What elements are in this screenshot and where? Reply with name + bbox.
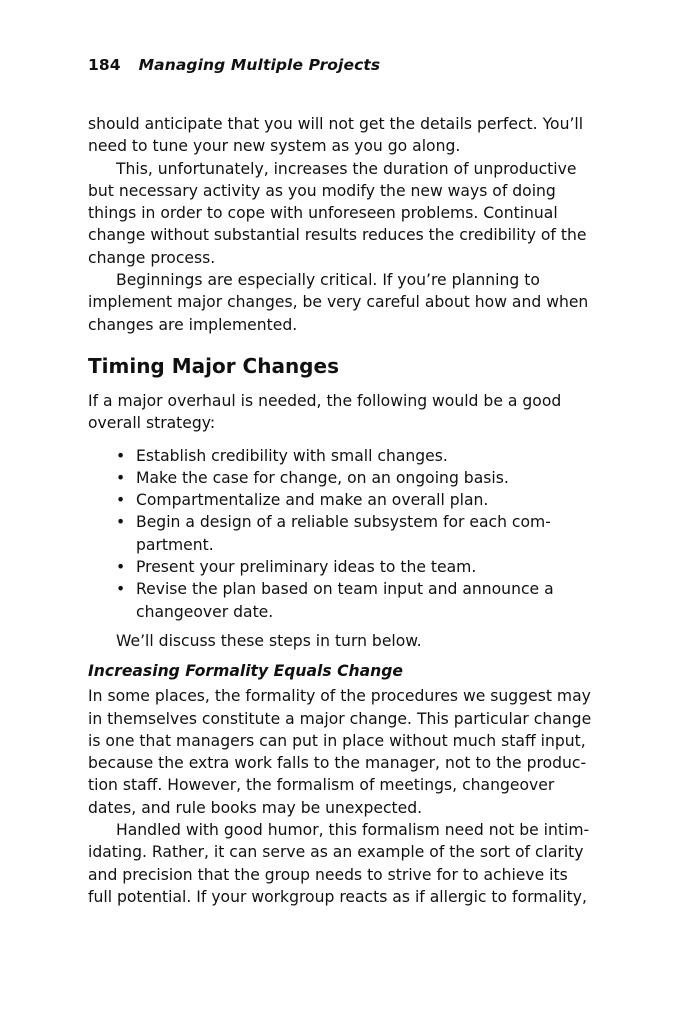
running-header [88,56,380,74]
paragraph-good-humor [88,819,596,908]
text-line: and precision that the group needs to strive for to achieve its [88,865,568,884]
text-line: Establish credibility with small changes. [136,446,448,465]
list-item [116,467,596,489]
text-line: full potential. If your workgroup reacts as if allergic to formality, [88,887,587,906]
body-text [88,113,596,908]
text-line: need to tune your new system as you go along. [88,137,461,156]
text-line: change without substantial results reduces the credibility of the [88,226,587,245]
strategy-list [116,445,596,623]
text-line: partment. [136,535,214,554]
text-line: Handled with good humor, this formalism need not be intim- [116,821,590,840]
bullet-icon: • [116,580,126,599]
list-item [116,556,596,578]
text-line: Beginnings are especially critical. If you’re planning to [116,271,540,290]
text-line: Begin a design of a reliable subsystem for each com- [136,513,551,532]
text-line: This, unfortunately, increases the duration of unproductive [116,159,577,178]
text-line: should anticipate that you will not get the details perfect. You’ll [88,115,584,133]
text-line: tion staff. However, the formalism of meetings, changeover [88,776,555,795]
paragraph-beginnings [88,269,596,336]
section-heading-timing: Timing Major Changes [88,353,339,378]
list-item [116,489,596,511]
bullet-icon: • [116,558,126,577]
text-line: Make the case for change, on an ongoing basis. [136,468,509,487]
bullet-icon: • [116,491,126,510]
paragraph-discuss [88,630,596,652]
text-line: Compartmentalize and make an overall plan. [136,491,489,510]
text-line: things in order to cope with unforeseen problems. Continual [88,204,558,223]
text-line: changes are implemented. [88,315,298,334]
bullet-icon: • [116,446,126,465]
text-line: Revise the plan based on team input and announce a [136,580,554,599]
text-line: idating. Rather, it can serve as an example of the sort of clarity [88,843,584,862]
paragraph-formality [88,685,596,819]
page-number: 184 [88,56,121,74]
list-item [116,445,596,467]
text-line: change process. [88,248,216,267]
paragraph-unfortunately [88,158,596,269]
text-line: dates, and rule books may be unexpected. [88,798,423,817]
text-line: implement major changes, be very careful about how and when [88,293,589,312]
text-line: Present your preliminary ideas to the team. [136,558,477,577]
text-line: overall strategy: [88,414,216,433]
bullet-icon: • [116,513,126,532]
text-line: because the extra work falls to the manager, not to the produc- [88,754,587,773]
text-line: If a major overhaul is needed, the following would be a good [88,391,562,410]
list-item [116,578,596,623]
paragraph-continued [88,113,596,158]
text-line: but necessary activity as you modify the new ways of doing [88,181,556,200]
text-line: In some places, the formality of the procedures we suggest may [88,687,591,706]
text-line: We’ll discuss these steps in turn below. [116,631,422,650]
book-title: Managing Multiple Projects [138,56,381,74]
text-line: is one that managers can put in place without much staff input, [88,731,586,750]
paragraph-overhaul [88,390,596,435]
text-line: changeover date. [136,602,274,621]
bullet-icon: • [116,468,126,487]
text-line: in themselves constitute a major change. This particular change [88,709,592,728]
subsection-heading-formality: Increasing Formality Equals Change [88,662,404,681]
list-item [116,511,596,556]
